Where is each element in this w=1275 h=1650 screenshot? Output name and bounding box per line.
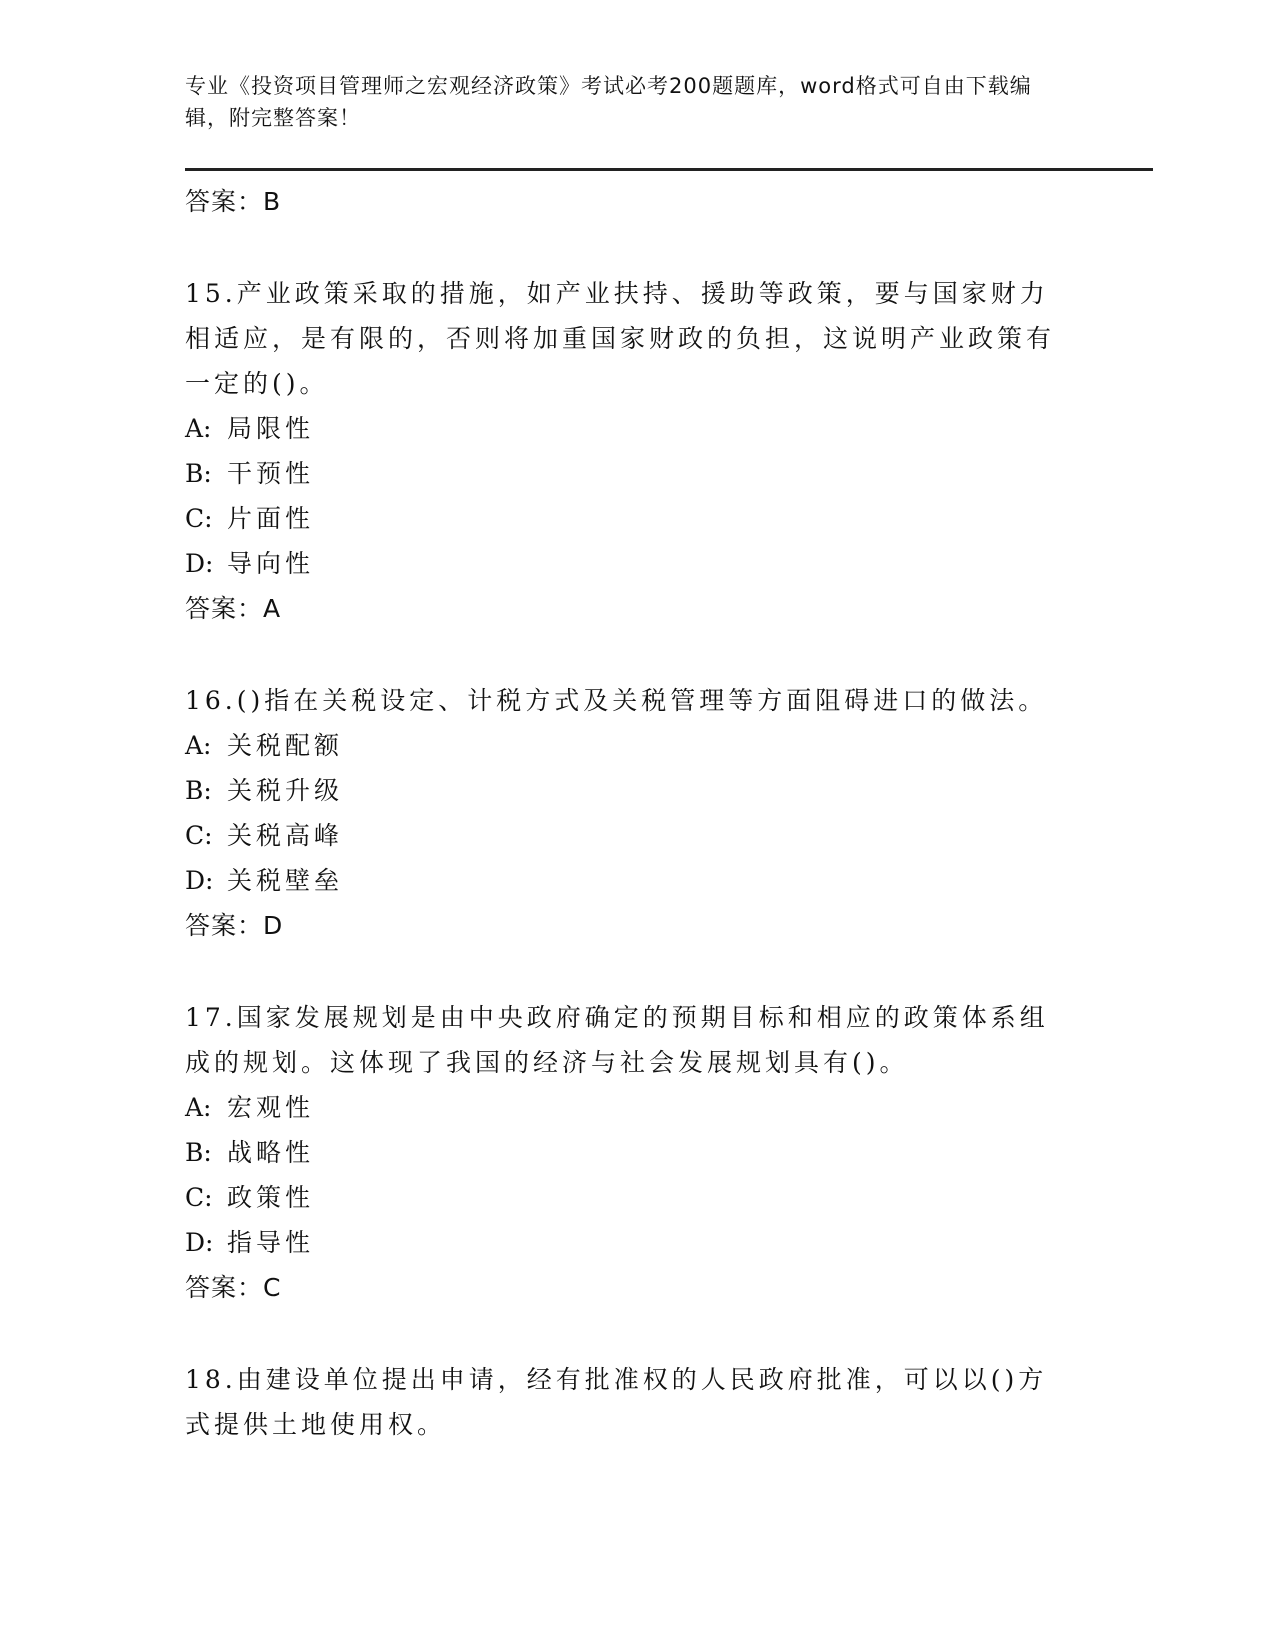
option-letter: A: bbox=[185, 1093, 212, 1122]
option-text: 导向性 bbox=[227, 549, 315, 578]
question-block bbox=[185, 271, 1145, 632]
answer-value: B bbox=[263, 187, 282, 216]
answer-value: C bbox=[263, 1273, 282, 1302]
option-b bbox=[185, 1130, 1145, 1175]
option-letter: D: bbox=[185, 866, 214, 895]
option-text: 局限性 bbox=[227, 414, 315, 443]
header-divider bbox=[185, 168, 1153, 171]
option-d bbox=[185, 541, 1145, 586]
option-letter: A: bbox=[185, 731, 212, 760]
answer-line bbox=[185, 1265, 1145, 1311]
option-text: 战略性 bbox=[227, 1138, 315, 1167]
option-letter: B: bbox=[185, 776, 212, 805]
question-block bbox=[185, 1357, 1145, 1447]
answer-label: 答案： bbox=[185, 594, 264, 623]
option-letter: C: bbox=[185, 821, 213, 850]
option-letter: D: bbox=[185, 549, 214, 578]
answer-label: 答案： bbox=[185, 911, 264, 940]
option-a bbox=[185, 1085, 1145, 1130]
question-text: 18.由建设单位提出申请，经有批准权的人民政府批准，可以以()方式提供土地使用权。 bbox=[185, 1365, 1048, 1439]
option-letter: C: bbox=[185, 504, 213, 533]
option-b bbox=[185, 451, 1145, 496]
option-c bbox=[185, 813, 1145, 858]
question-block bbox=[185, 995, 1145, 1311]
option-text: 指导性 bbox=[227, 1228, 315, 1257]
answer-line bbox=[185, 903, 1145, 949]
option-c bbox=[185, 496, 1145, 541]
answer-line bbox=[185, 586, 1145, 632]
question-block bbox=[185, 678, 1145, 949]
option-letter: D: bbox=[185, 1228, 214, 1257]
answer-label: 答案： bbox=[185, 187, 264, 216]
option-text: 关税升级 bbox=[227, 776, 344, 805]
answer-value: D bbox=[263, 911, 284, 940]
option-d bbox=[185, 1220, 1145, 1265]
answer-line bbox=[185, 179, 1145, 225]
document-header: 专业《投资项目管理师之宏观经济政策》考试必考200题题库，word格式可自由下载编辑，附完整答案！ bbox=[185, 74, 1032, 130]
option-a bbox=[185, 723, 1145, 768]
option-text: 干预性 bbox=[227, 459, 315, 488]
option-letter: B: bbox=[185, 1138, 212, 1167]
option-letter: C: bbox=[185, 1183, 213, 1212]
option-b bbox=[185, 768, 1145, 813]
option-d bbox=[185, 858, 1145, 903]
option-letter: B: bbox=[185, 459, 212, 488]
option-text: 关税配额 bbox=[227, 731, 344, 760]
question-text: 16.()指在关税设定、计税方式及关税管理等方面阻碍进口的做法。 bbox=[185, 686, 1048, 715]
question-text: 17.国家发展规划是由中央政府确定的预期目标和相应的政策体系组成的规划。这体现了我国的经济与社会发展规划具有()。 bbox=[185, 1003, 1049, 1077]
option-c bbox=[185, 1175, 1145, 1220]
option-a bbox=[185, 406, 1145, 451]
option-text: 关税高峰 bbox=[227, 821, 344, 850]
option-text: 片面性 bbox=[227, 504, 315, 533]
question-text: 15.产业政策采取的措施，如产业扶持、援助等政策，要与国家财力相适应，是有限的，否则将加重国家财政的负担，这说明产业政策有一定的()。 bbox=[185, 279, 1056, 398]
option-text: 关税壁垒 bbox=[227, 866, 344, 895]
answer-label: 答案： bbox=[185, 1273, 264, 1302]
option-letter: A: bbox=[185, 414, 212, 443]
option-text: 宏观性 bbox=[227, 1093, 315, 1122]
option-text: 政策性 bbox=[227, 1183, 315, 1212]
answer-value: A bbox=[263, 594, 282, 623]
document-page bbox=[185, 70, 1145, 1447]
